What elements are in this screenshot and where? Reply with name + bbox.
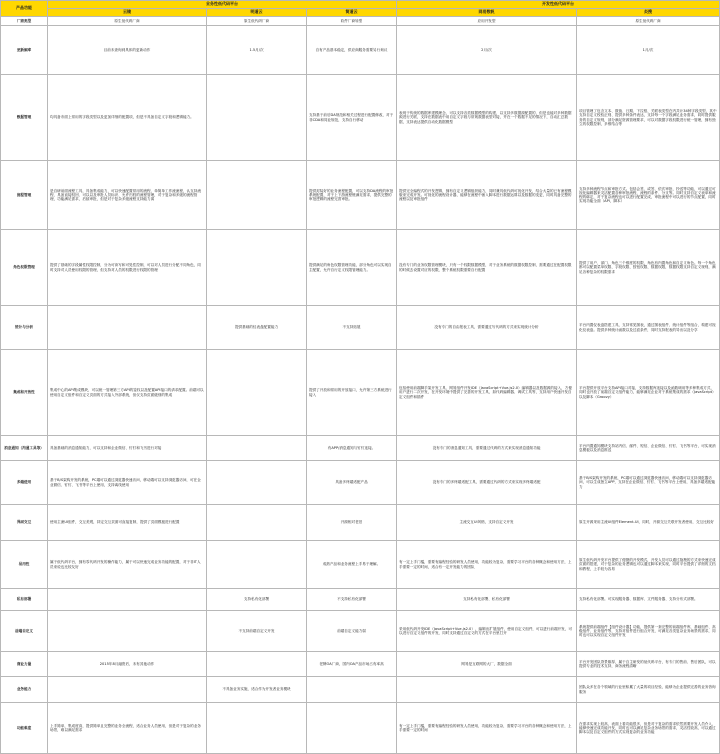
table-cell: 目前未查询到具体的更新动作 — [48, 26, 207, 75]
table-cell: 提供封装好的业务流程配置，可以支持DA流程的审批系统配置，对于上下游流程链满足需求，提供完整的审批逻辑的流程完善审批。 — [307, 161, 397, 230]
table-cell — [207, 350, 307, 436]
table-cell: 包括使用前端脚手架开发工具、网易组件开发IDE（JavaScript+Vue.js2.0）编辑器以及数据源的接入，方便用户进行二次开发，在开发环境中提供了完善的开发工具，如代码编辑器、调试工具等，支持用户快速开发自定义组件和插件 — [397, 350, 577, 436]
table-row — [1, 652, 720, 677]
table-cell: 系统提供前端组件【组件设计器】功能，提供第一套完整的前端组件库，基础组件、高级组件、业务组件等，支持对组件进行组合开发，可满足各类复杂业务场景的需求，同时也可以实现自定义组件开发 — [577, 611, 720, 652]
row-label: 集成和开放性 — [1, 350, 48, 436]
table-cell — [207, 230, 307, 306]
table-cell: 具备多终端适配产品 — [307, 461, 397, 505]
table-cell: 平台提供开放平台支持API接口对接，支持数据库连接以及函数调用等多种集成方式，同时也开放了前端自定义组件能力，能够满足企业对于系统集成的需求（JavaScript）以及脚本（Groovy） — [577, 350, 720, 436]
table-row — [1, 611, 720, 652]
table-cell: 原生低代码厂商 — [577, 17, 720, 26]
table-cell: 支持私有化部署、私有化部署 — [397, 589, 577, 611]
table-row — [1, 461, 720, 505]
table-cell — [207, 75, 307, 161]
table-cell: 提供了基础的字段属性权限控制，分为可读写和可见性控制，可以对人员进行分配不同角色，同时支持对人员使用权限的管理，但支持对人员的权限进行权限的管理 — [48, 230, 207, 306]
table-cell — [307, 703, 397, 754]
table-cell — [207, 161, 307, 230]
table-cell — [48, 306, 207, 350]
table-cell: 不支持前端自定义开发 — [207, 611, 307, 652]
vendor-name: 网易数帆 — [397, 9, 577, 17]
table-cell: 网易是互联网的大厂，数据全面 — [397, 652, 577, 677]
table-cell: 没有专门的消息通知工具，需要通过代码的方式来实现消息通知功能 — [397, 436, 577, 461]
table-cell: 提供了开放和常用的开放接口，允许第三方系统进行接入 — [307, 350, 397, 436]
table-cell: 平台内置仪表盘搭建工具，支持常见图表，通过图表组件、统计组件等组合，构建可视化仪表盘。提供多种统计函数以及过滤条件，同时支持报表的导出以及分享 — [577, 306, 720, 350]
table-cell: 支持私有化部署 — [207, 589, 307, 611]
table-row — [1, 505, 720, 541]
table-cell: 平台内置通知模块支持站内信、邮件、短信、企业微信、钉钉、飞书等平台，可实现消息模板以及消息推送 — [577, 436, 720, 461]
table-row — [1, 17, 720, 26]
table-cell: 在需求实现上较高，表面上看功能很多，但是对于复杂的需求依然需要开发人员介入，能够快速完成功能开发，同时也可以满足复杂业务场景的需求，灵活性较高，可以通过脚本以及自定义组件的方式实现复杂的业务功能 — [577, 703, 720, 754]
table-cell — [207, 505, 307, 541]
header-vendor-row — [1, 9, 720, 17]
table-row — [1, 350, 720, 436]
table-row — [1, 703, 720, 754]
table-cell: 支持私有化部署。可实现服务器、数据库、文件服务器、支持分布式部署。 — [577, 589, 720, 611]
header-corner: 产品功能 — [1, 1, 48, 17]
table-row — [1, 26, 720, 75]
table-cell: 具备基础的消息通知能力，可以支持和企业微信、钉钉和飞书进行对接 — [48, 436, 207, 461]
table-cell: 软件厂商转型 — [307, 17, 397, 26]
table-cell: 项目管理了包含文本、数值、日期、下拉框、关联表类型在内共计34种字段类型，其中支持自定义校验正则、提供多种条件表达，支持每一个字段满足业务需求，同时提供服务的自定义规则，部分满足资源管理要求，可以对数据字段权限进行统一管理，拥有独立的权限控制，多维结合等 — [577, 75, 720, 161]
table-cell: 提供了用户、部门、角色三个维度的权限，角色有内置角色和自定义角色。每一个角色都可以配置菜单权限、字段权限、按钮权限、数据权限，数据权限支持自定义规则，满足各种复杂的权限需求 — [577, 230, 720, 306]
row-label: 界面交互 — [1, 505, 48, 541]
table-cell: 基于B/S架构开发的系统，PC端可以通过浏览器快速访问，移动端可以支持浏览器访问，可在企业微信、钉钉、飞书等平台上使用，支持离线使用 — [48, 461, 207, 505]
table-cell: 支持多种流程节点和审批方式。包括会签、或签、依次审批、抄送等功能，可以通过可视化编辑器来灵活配置各种审批流程，流程的条件、分支等。同时支持自定义表单和流程的绑定，对于复杂流程也可以进行配置完成，审批流程中可以进行的节点配置，同时实现功能全面（API，脚本） — [577, 161, 720, 230]
table-cell: 有一定上手门槛，需要有编程经验的研发人员使用，功能较为复杂，需要学习平台的各种概念和使用方法，上手需要一定的时间 — [397, 703, 577, 754]
row-label: 功能难度 — [1, 703, 48, 754]
table-cell — [48, 677, 207, 703]
table-cell — [207, 541, 307, 589]
table-cell: 原生开源采用主流UI组件Element-UI，同时，开源交互关联开发者使用，交互比较好 — [577, 505, 720, 541]
vendor-name: 明道云 — [207, 9, 307, 17]
table-cell: 前端自定义能力弱 — [307, 611, 397, 652]
table-cell: 原生低代码开发平台提供了便捷的开发模式，开发人员可以通过拖拽的方式来快速完成页面的搭建，对于复杂的业务逻辑也可以通过脚本来实现，同时平台提供了详细的文档和教程，上手较为容易 — [577, 541, 720, 589]
table-cell: 老牌OA厂商，国内OA产品市场占有率高 — [307, 652, 397, 677]
row-label: 业务能力 — [1, 677, 48, 703]
table-cell: 有APP/消息通知与钉钉连接。 — [307, 436, 397, 461]
table-cell: 集成中心的API集成模块，可以统一管理第三方API的鉴权以及配置API接口的请求配置。前端可以使用自定义组件和自定义页面的方式接入外部系统，但仅支持页面级别的集成 — [48, 350, 207, 436]
table-cell: 成熟产品和业务流程上手易于理解。 — [307, 541, 397, 589]
vendor-name: 简道云 — [307, 9, 397, 17]
table-cell: 应用开发型 — [397, 17, 577, 26]
table-cell: 团队众多在各个领域的行业里积累了大量的项目经验，能够为企业提供完善的业务咨询服务 — [577, 677, 720, 703]
table-row — [1, 230, 720, 306]
row-label: 多端使用 — [1, 461, 48, 505]
table-cell — [397, 677, 577, 703]
table-cell: 是自研前面流程工具，具备集成能力，可以快速配置常用的流程，单简单工作流流程，认支持流程、具备直接驳回、可以以及审批人员标识、允许归档的流程管理，对于复杂和多级的流程管理，功能满足需求，后续审批，但是对于复杂多级流程支持能力弱 — [48, 161, 207, 230]
table-cell: 没有专门的业务权限管理模块，只有一个权限数据模型，对于业务系统的数据权限控制，需要通过在配置权限的时候去设置对应的权限，整个系统权限需要自行配置 — [397, 230, 577, 306]
vendor-name: 炎搜 — [577, 9, 720, 17]
row-label: 厂商类型 — [1, 17, 48, 26]
row-label: 私有部署 — [1, 589, 48, 611]
table-body — [1, 1, 720, 754]
table-cell: 自有产品基本稳定，供应商服务需要另行询议 — [307, 26, 397, 75]
table-cell — [207, 436, 307, 461]
table-cell: 开源相对老旧 — [307, 505, 397, 541]
table-cell — [48, 589, 207, 611]
row-label: 商业力量 — [1, 652, 48, 677]
row-label: 流程管理 — [1, 161, 48, 230]
table-cell: 平台开发团队背景雄厚，属于自主研发的低代码平台，有专门的售前、售后团队，可以提供专业的技术支持，商务流程清晰 — [577, 652, 720, 677]
vendor-name: 云镜 — [48, 9, 207, 17]
table-row — [1, 589, 720, 611]
row-label: 角色权限管理 — [1, 230, 48, 306]
table-cell: 提供完全编程式的开发逻辑，拥有自定义逻辑组织能力，同时兼具低代码可视化开发，结合大量的已有流程模版来完成开发。可视化的流程设计器，能够在流程中嵌入脚本进行数据运算以及数据的变更，同时具备完整的流程以及审批组件 — [397, 161, 577, 230]
row-label: 前端自定义 — [1, 611, 48, 652]
table-cell — [207, 652, 307, 677]
table-cell: 有一定上手门槛，需要有编程经验的研发人员使用，功能较为复杂，需要学习平台的各种概念和使用方法，上手需要一定的时间，适合有一定开发能力的团队 — [397, 541, 577, 589]
table-cell: 基于B/S架构开发的系统，PC端可以通过浏览器快速访问，移动端可以支持浏览器访问，可以生成独立APP，支持在企业微信、钉钉、飞书等平台上使用，具备多端适配能力 — [577, 461, 720, 505]
table-cell: 1月/次 — [577, 26, 720, 75]
header-group-dev: 开发性低代码平台 — [397, 1, 720, 9]
table-cell: 提供满足的角色权限管理功能，部分角色可以实现自主配置，允许自行定义权限管理能力。 — [307, 230, 397, 306]
header-group-business: 业务性低代码平台 — [48, 1, 397, 9]
row-label: 易用性 — [1, 541, 48, 589]
table-cell: 提供基础的仪表盘配置能力 — [207, 306, 307, 350]
table-cell: 使用主流UI组件，交互美观，持定交互页面可直接复制，提供了页面模板进行配置 — [48, 505, 207, 541]
table-cell: 原生低代码厂商 — [207, 17, 307, 26]
table-cell — [48, 611, 207, 652]
table-cell — [307, 677, 397, 703]
table-cell: 上手简单，集成度高，提供简单且完整的业务全流程，适合业务人员使用，但是对于复杂的业务场景，难以满足需求 — [48, 703, 207, 754]
table-cell: 没有专门的多终端适配工具，需要通过代码的方式来实现多终端适配 — [397, 461, 577, 505]
table-row — [1, 436, 720, 461]
table-cell: 不支持拓展 — [307, 306, 397, 350]
row-label: 数据管理 — [1, 75, 48, 161]
table-cell: 不具备业务实施，适合作为开发者业务模块 — [207, 677, 307, 703]
table-row — [1, 677, 720, 703]
table-cell: 1.5月/次 — [207, 26, 307, 75]
table-cell: 均具备市面上常用的字段类型以及更加详细的配置项，但是不具备自定义字段和逻辑能力。 — [48, 75, 207, 161]
table-cell: 支持基于前后DA规范和相关过程进行配置修改，对于非CDA和同业规范，支持自行移动 — [307, 75, 397, 161]
table-cell: 不支持私有化部署 — [307, 589, 397, 611]
table-cell: 2015年8月融资后，未有其他动作 — [48, 652, 207, 677]
table-cell: 没有专门的自由报表工具，需要通过写代码的方式来实现统计分析 — [397, 306, 577, 350]
table-row — [1, 75, 720, 161]
row-label: 更新频率 — [1, 26, 48, 75]
table-cell: 采用低代码开发IDE（JavaScript+Vue.js2.0），编辑出扩展组件，使用自定义组件，可以进行前端开发，可以进行自定义组件的开发，同时支持通过自定义的方式在平台里打开 — [397, 611, 577, 652]
table-cell: 主流交互UI风格，支持自定义开发 — [397, 505, 577, 541]
row-label: 统计与分析 — [1, 306, 48, 350]
table-row — [1, 541, 720, 589]
row-label: 消息通知（沟通工具等） — [1, 436, 48, 461]
table-cell — [207, 703, 307, 754]
table-row — [1, 306, 720, 350]
table-cell: 表现于传统的数据库建模理念，可以支持各类数据模型的构建，以支持多数据源配置的，但是也能对多种数据源进行关联，支持在数据表中用自定义字段与常规数据表型对接，并在一个数据不足的情况下，自动汇总数据，支持表达提供自动化数据模型 — [397, 75, 577, 161]
header-group-row — [1, 1, 720, 9]
table-row — [1, 161, 720, 230]
table-cell: 2月/次 — [397, 26, 577, 75]
table-cell: 属于低代码平台，拥有零代码开发的操作能力，属于可以快速完成业务功能的配置，对于非IT人员来说也比较友好 — [48, 541, 207, 589]
table-cell — [207, 461, 307, 505]
table-cell: 原生低代码厂商 — [48, 17, 207, 26]
